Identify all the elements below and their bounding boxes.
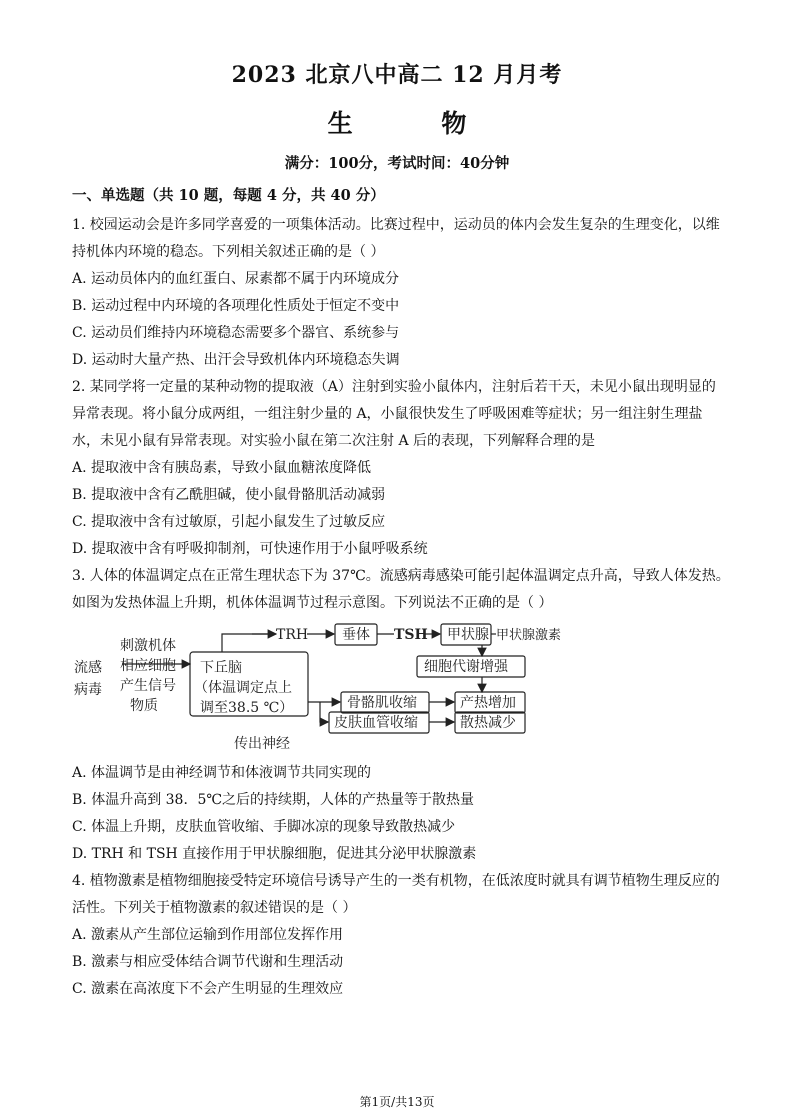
hypo-label-1: 下丘脑 <box>200 660 242 676</box>
q2-stem-line1: 2. 某同学将一定量的某种动物的提取液（A）注射到实验小鼠体内，注射后若干天，未见小鼠出现明显的 <box>72 379 716 395</box>
flu-label-2: 病毒 <box>74 682 102 698</box>
q2-option-a: A. 提取液中含有胰岛素，导致小鼠血糖浓度降低 <box>72 460 372 476</box>
metab-label: 细胞代谢增强 <box>424 659 508 675</box>
exam-title: 2023 北京八中高二 12 月月考 <box>231 62 563 88</box>
hypo-label-3: 调至38.5 ℃） <box>200 700 294 716</box>
q1-option-b: B. 运动过程中内环境的各项理化性质处于恒定不变中 <box>72 298 400 314</box>
q4-option-c: C. 激素在高浓度下不会产生明显的生理效应 <box>72 981 344 997</box>
q3-option-b: B. 体温升高到 38．5℃之后的持续期，人体的产热量等于散热量 <box>72 792 475 808</box>
q4-option-a: A. 激素从产生部位运输到作用部位发挥作用 <box>72 927 344 943</box>
tsh-label: TSH <box>394 627 428 643</box>
page-number: 第1页/共13页 <box>359 1095 435 1109</box>
q4-stem-line2: 活性。下列关于植物激素的叙述错误的是（ ） <box>72 900 357 916</box>
thermoregulation-diagram <box>72 620 562 752</box>
arrow-hypo-trh-line <box>222 634 272 652</box>
trh-label: TRH <box>276 627 309 643</box>
q1-stem-line1: 1. 校园运动会是许多同学喜爱的一项集体活动。比赛过程中，运动员的体内会发生复杂的生理变化，以维 <box>72 217 720 233</box>
q2-option-c: C. 提取液中含有过敏原，引起小鼠发生了过敏反应 <box>72 514 386 530</box>
q2-option-d: D. 提取液中含有呼吸抑制剂，可快速作用于小鼠呼吸系统 <box>72 541 428 557</box>
q1-stem-line2: 持机体内环境的稳态。下列相关叙述正确的是（ ） <box>72 244 385 260</box>
score-info: 满分：100分，考试时间：40分钟 <box>284 155 510 172</box>
flu-label-1: 流感 <box>74 660 102 676</box>
q3-stem-line1: 3. 人体的体温调定点在正常生理状态下为 37℃。流感病毒感染可能引起体温调定点升高，导致人体发热。 <box>72 568 730 584</box>
q4-option-b: B. 激素与相应受体结合调节代谢和生理活动 <box>72 954 344 970</box>
stim-label-4: 物质 <box>130 698 158 714</box>
vessel-label: 皮肤血管收缩 <box>334 715 418 731</box>
stim-label-2: 相应细胞 <box>120 658 176 674</box>
hypo-label-2: （体温调定点上 <box>194 680 292 696</box>
section-heading: 一、单选题（共 10 题，每题 4 分，共 40 分） <box>72 187 385 204</box>
q3-stem-line2: 如图为发热体温上升期，机体体温调节过程示意图。下列说法不正确的是（ ） <box>72 595 553 611</box>
q3-option-c: C. 体温上升期，皮肤血管收缩、手脚冰凉的现象导致散热减少 <box>72 819 456 835</box>
q1-option-c: C. 运动员们维持内环境稳态需要多个器官、系统参与 <box>72 325 400 341</box>
nerve-branch <box>320 702 328 722</box>
thyroid-label: 甲状腺 <box>447 627 489 643</box>
q2-option-b: B. 提取液中含有乙酰胆碱，使小鼠骨骼肌活动减弱 <box>72 487 386 503</box>
pituitary-label: 垂体 <box>342 627 370 643</box>
q2-stem-line2: 异常表现。将小鼠分成两组，一组注射少量的 A，小鼠很快发生了呼吸困难等症状；另一组注射生理盐 <box>72 406 703 422</box>
muscle-label: 骨骼肌收缩 <box>347 695 417 711</box>
q4-stem-line1: 4. 植物激素是植物细胞接受特定环境信号诱导产生的一类有机物，在低浓度时就具有调节植物生理反应的 <box>72 873 720 889</box>
thyroxine-label: 甲状腺激素 <box>496 628 562 643</box>
q2-stem-line3: 水，未见小鼠有异常表现。对实验小鼠在第二次注射 A 后的表现，下列解释合理的是 <box>72 433 596 449</box>
nerve-label: 传出神经 <box>234 736 290 752</box>
subject-title: 生 物 <box>327 109 507 138</box>
q3-option-a: A. 体温调节是由神经调节和体液调节共同实现的 <box>72 765 372 781</box>
q3-option-d: D. TRH 和 TSH 直接作用于甲状腺细胞，促进其分泌甲状腺激素 <box>72 846 477 862</box>
q1-option-d: D. 运动时大量产热、出汗会导致机体内环境稳态失调 <box>72 352 400 368</box>
heat-up-label: 产热增加 <box>460 695 516 711</box>
heat-down-label: 散热减少 <box>460 715 516 731</box>
stim-label-1: 刺激机体 <box>120 638 176 654</box>
stim-label-3: 产生信号 <box>120 678 176 694</box>
q1-option-a: A. 运动员体内的血红蛋白、尿素都不属于内环境成分 <box>72 271 400 287</box>
